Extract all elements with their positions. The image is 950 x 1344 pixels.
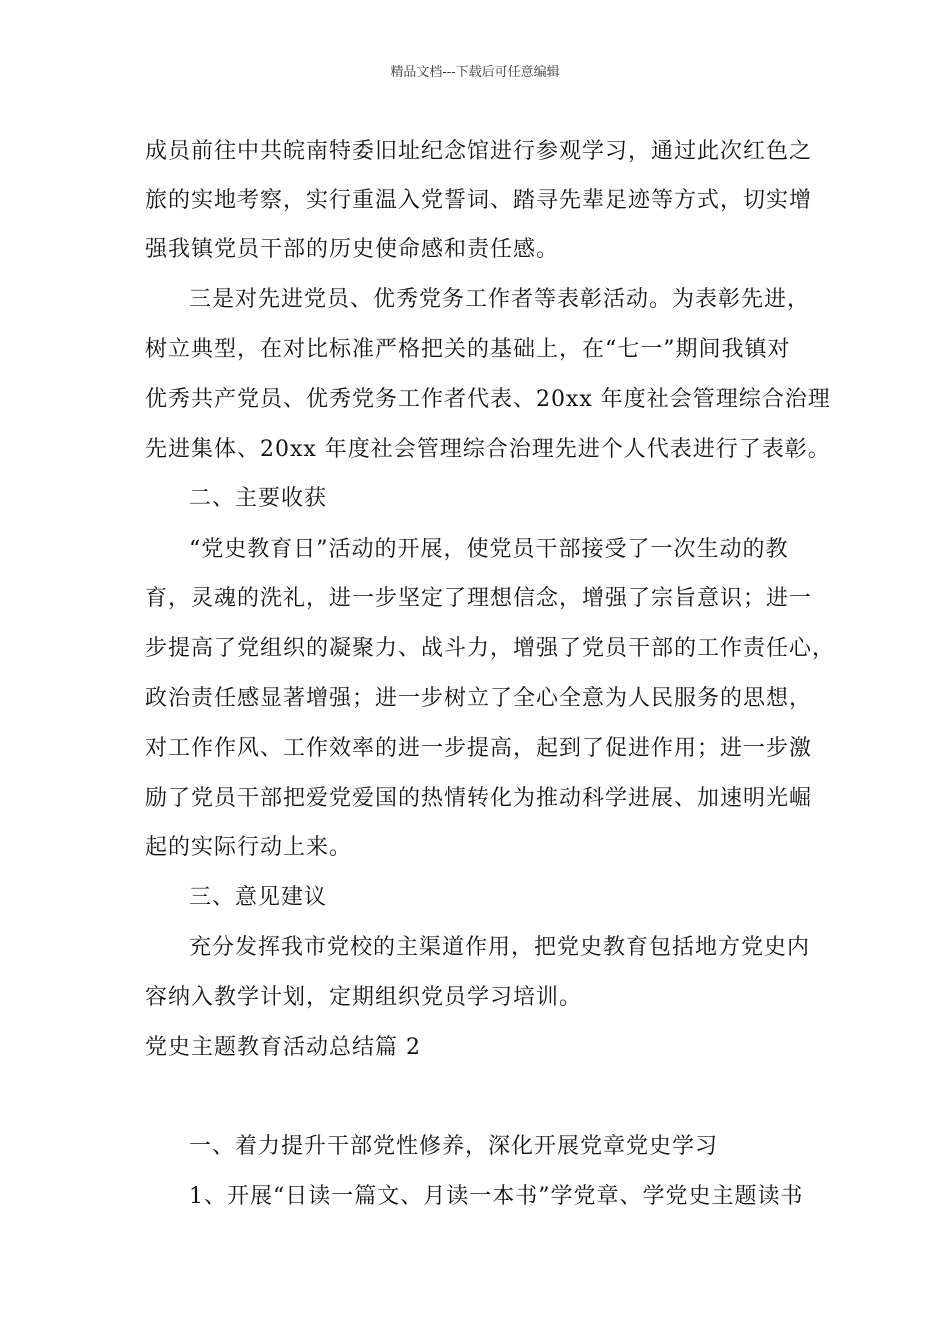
text-line: 先进集体、20xx 年度社会管理综合治理先进个人代表进行了表彰。 — [145, 437, 831, 462]
text-line: 步提高了党组织的凝聚力、战斗力，增强了党员干部的工作责任心， — [145, 636, 836, 661]
text-line: 三是对先进党员、优秀党务工作者等表彰活动。为表彰先进， — [189, 287, 811, 312]
text-line: 成员前往中共皖南特委旧址纪念馆进行参观学习，通过此次红色之 — [145, 139, 813, 164]
text-line: 起的实际行动上来。 — [145, 835, 353, 860]
text-line: 优秀共产党员、优秀党务工作者代表、20xx 年度社会管理综合治理 — [145, 387, 831, 412]
article-title: 党史主题教育活动总结篇 2 — [145, 1035, 421, 1060]
section-heading: 二、主要收获 — [189, 486, 328, 511]
text-line: 对工作作风、工作效率的进一步提高，起到了促进作用；进一步激 — [145, 736, 813, 761]
text-line: 容纳入教学计划，定期组织党员学习培训。 — [145, 985, 583, 1010]
section-heading: 三、意见建议 — [189, 885, 328, 910]
text-line: “党史教育日”活动的开展，使党员干部接受了一次生动的教 — [189, 537, 789, 562]
text-line: 励了党员干部把爱党爱国的热情转化为推动科学进展、加速明光崛 — [145, 786, 813, 811]
text-line: 旅的实地考察，实行重温入党誓词、踏寻先辈足迹等方式，切实增 — [145, 188, 813, 213]
text-line: 育，灵魂的洗礼，进一步坚定了理想信念，增强了宗旨意识；进一 — [145, 586, 813, 611]
text-line: 强我镇党员干部的历史使命感和责任感。 — [145, 237, 560, 262]
section-heading: 一、着力提升干部党性修养，深化开展党章党史学习 — [189, 1134, 719, 1159]
text-line: 政治责任感显著增强；进一步树立了全心全意为人民服务的思想， — [145, 686, 813, 711]
text-line: 1、开展“日读一篇文、月读一本书”学党章、学党史主题读书 — [189, 1184, 804, 1209]
text-line: 充分发挥我市党校的主渠道作用，把党史教育包括地方党史内 — [189, 935, 811, 960]
page-header: 精品文档---下载后可任意编辑 — [390, 65, 560, 80]
text-line: 树立典型，在对比标准严格把关的基础上，在“七一”期间我镇对 — [145, 337, 791, 362]
